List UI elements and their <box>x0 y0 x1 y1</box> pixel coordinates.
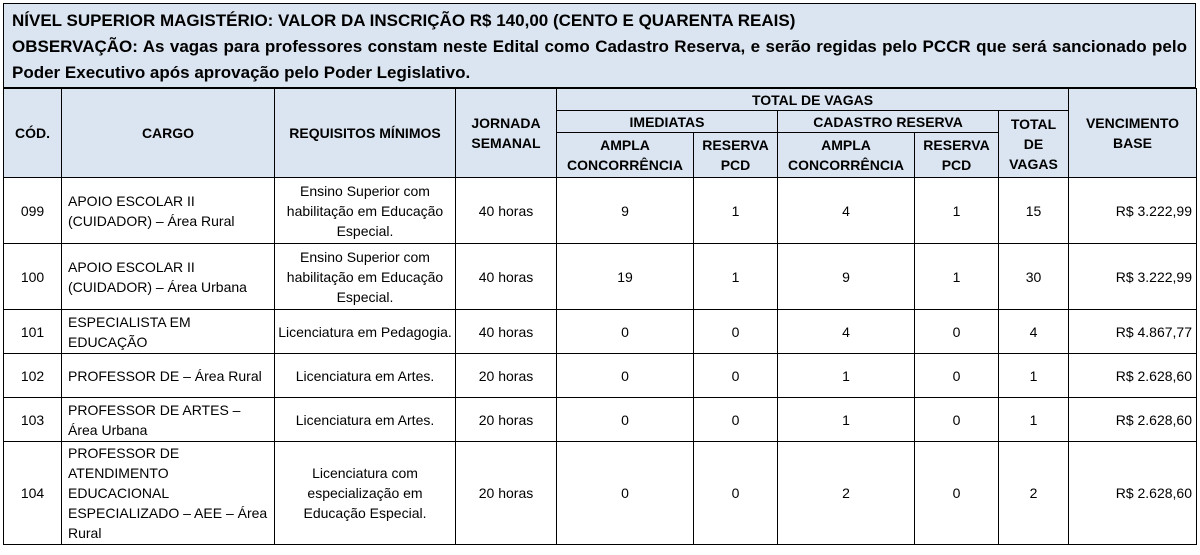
header-jornada: JORNADA SEMANAL <box>456 89 557 178</box>
cell-cadastro-ampla: 4 <box>778 178 915 244</box>
table-row <box>4 310 1197 354</box>
cell-cadastro-pcd: 0 <box>915 398 999 442</box>
header-imediatas-pcd: RESERVA PCD <box>694 133 778 178</box>
table-row <box>4 398 1197 442</box>
cell-imediatas-pcd: 0 <box>694 310 778 354</box>
header-vencimento: VENCIMENTO BASE <box>1069 89 1197 178</box>
table-row <box>4 178 1197 244</box>
cell-cod: 099 <box>4 178 62 244</box>
page-title: NÍVEL SUPERIOR MAGISTÉRIO: VALOR DA INSCRIÇÃO R$ 140,00 (CENTO E QUARENTA REAIS) <box>12 11 796 30</box>
cell-cod: 103 <box>4 398 62 442</box>
cell-imediatas-ampla: 0 <box>557 310 694 354</box>
cell-vencimento: R$ 3.222,99 <box>1069 244 1197 310</box>
cell-jornada: 20 horas <box>456 354 557 398</box>
cell-imediatas-ampla: 9 <box>557 178 694 244</box>
cell-cargo: ESPECIALISTA EM EDUCAÇÃO <box>62 310 275 354</box>
cell-cadastro-ampla: 4 <box>778 310 915 354</box>
cell-imediatas-pcd: 0 <box>694 354 778 398</box>
cell-total: 15 <box>999 178 1069 244</box>
cell-requisitos: Licenciatura em Pedagogia. <box>275 310 456 354</box>
cell-cod: 101 <box>4 310 62 354</box>
cell-jornada: 40 horas <box>456 310 557 354</box>
header-requisitos: REQUISITOS MÍNIMOS <box>275 89 456 178</box>
cell-cod: 104 <box>4 442 62 545</box>
cell-imediatas-pcd: 1 <box>694 244 778 310</box>
table-row <box>4 244 1197 310</box>
cell-jornada: 40 horas <box>456 244 557 310</box>
cell-cadastro-ampla: 1 <box>778 398 915 442</box>
cell-cargo: APOIO ESCOLAR II (CUIDADOR) – Área Rural <box>62 178 275 244</box>
cell-imediatas-ampla: 0 <box>557 442 694 545</box>
header-total-vagas: TOTAL DE VAGAS <box>999 111 1069 178</box>
cell-cargo: APOIO ESCOLAR II (CUIDADOR) – Área Urbana <box>62 244 275 310</box>
cell-vencimento: R$ 2.628,60 <box>1069 398 1197 442</box>
cell-vencimento: R$ 3.222,99 <box>1069 178 1197 244</box>
cell-cadastro-ampla: 1 <box>778 354 915 398</box>
cell-imediatas-ampla: 0 <box>557 354 694 398</box>
cell-cod: 102 <box>4 354 62 398</box>
header-imediatas: IMEDIATAS <box>557 111 778 133</box>
cell-total: 2 <box>999 442 1069 545</box>
cell-total: 4 <box>999 310 1069 354</box>
table-row <box>4 442 1197 545</box>
cell-requisitos: Ensino Superior com habilitação em Educação Especial. <box>275 244 456 310</box>
header-cadastro-pcd: RESERVA PCD <box>915 133 999 178</box>
cell-cadastro-pcd: 0 <box>915 354 999 398</box>
cell-requisitos: Licenciatura com especialização em Educação Especial. <box>275 442 456 545</box>
cell-cadastro-ampla: 2 <box>778 442 915 545</box>
observation-note: OBSERVAÇÃO: As vagas para professores constam neste Edital como Cadastro Reserva, e serão regidas pelo PCCR que será sancionado pelo Poder Executivo após aprovação pelo Poder Legislativo. <box>12 37 1187 82</box>
cell-cargo: PROFESSOR DE ARTES – Área Urbana <box>62 398 275 442</box>
cell-cod: 100 <box>4 244 62 310</box>
cell-cadastro-pcd: 0 <box>915 442 999 545</box>
cell-vencimento: R$ 2.628,60 <box>1069 442 1197 545</box>
cell-requisitos: Licenciatura em Artes. <box>275 398 456 442</box>
header-cadastro-ampla: AMPLA CONCORRÊNCIA <box>778 133 915 178</box>
header-total-de-vagas-group: TOTAL DE VAGAS <box>557 89 1069 111</box>
header-banner <box>3 3 1196 88</box>
cell-jornada: 20 horas <box>456 442 557 545</box>
cell-jornada: 40 horas <box>456 178 557 244</box>
cell-cadastro-ampla: 9 <box>778 244 915 310</box>
header-cadastro-reserva: CADASTRO RESERVA <box>778 111 999 133</box>
cell-imediatas-ampla: 0 <box>557 398 694 442</box>
cell-total: 1 <box>999 398 1069 442</box>
cell-cadastro-pcd: 0 <box>915 310 999 354</box>
cell-total: 1 <box>999 354 1069 398</box>
cell-vencimento: R$ 2.628,60 <box>1069 354 1197 398</box>
vacancies-table <box>3 88 1197 545</box>
cell-jornada: 20 horas <box>456 398 557 442</box>
cell-cadastro-pcd: 1 <box>915 178 999 244</box>
header-cargo: CARGO <box>62 89 275 178</box>
table-body <box>4 178 1197 545</box>
cell-total: 30 <box>999 244 1069 310</box>
header-imediatas-ampla: AMPLA CONCORRÊNCIA <box>557 133 694 178</box>
cell-imediatas-pcd: 1 <box>694 178 778 244</box>
cell-imediatas-pcd: 0 <box>694 398 778 442</box>
cell-cargo: PROFESSOR DE – Área Rural <box>62 354 275 398</box>
table-row <box>4 354 1197 398</box>
table-header <box>4 89 1197 178</box>
document <box>3 3 1196 545</box>
cell-cadastro-pcd: 1 <box>915 244 999 310</box>
header-cod: CÓD. <box>4 89 62 178</box>
cell-requisitos: Licenciatura em Artes. <box>275 354 456 398</box>
cell-imediatas-pcd: 0 <box>694 442 778 545</box>
cell-imediatas-ampla: 19 <box>557 244 694 310</box>
cell-vencimento: R$ 4.867,77 <box>1069 310 1197 354</box>
cell-cargo: PROFESSOR DE ATENDIMENTO EDUCACIONAL ESPECIALIZADO – AEE – Área Rural <box>62 442 275 545</box>
cell-requisitos: Ensino Superior com habilitação em Educação Especial. <box>275 178 456 244</box>
